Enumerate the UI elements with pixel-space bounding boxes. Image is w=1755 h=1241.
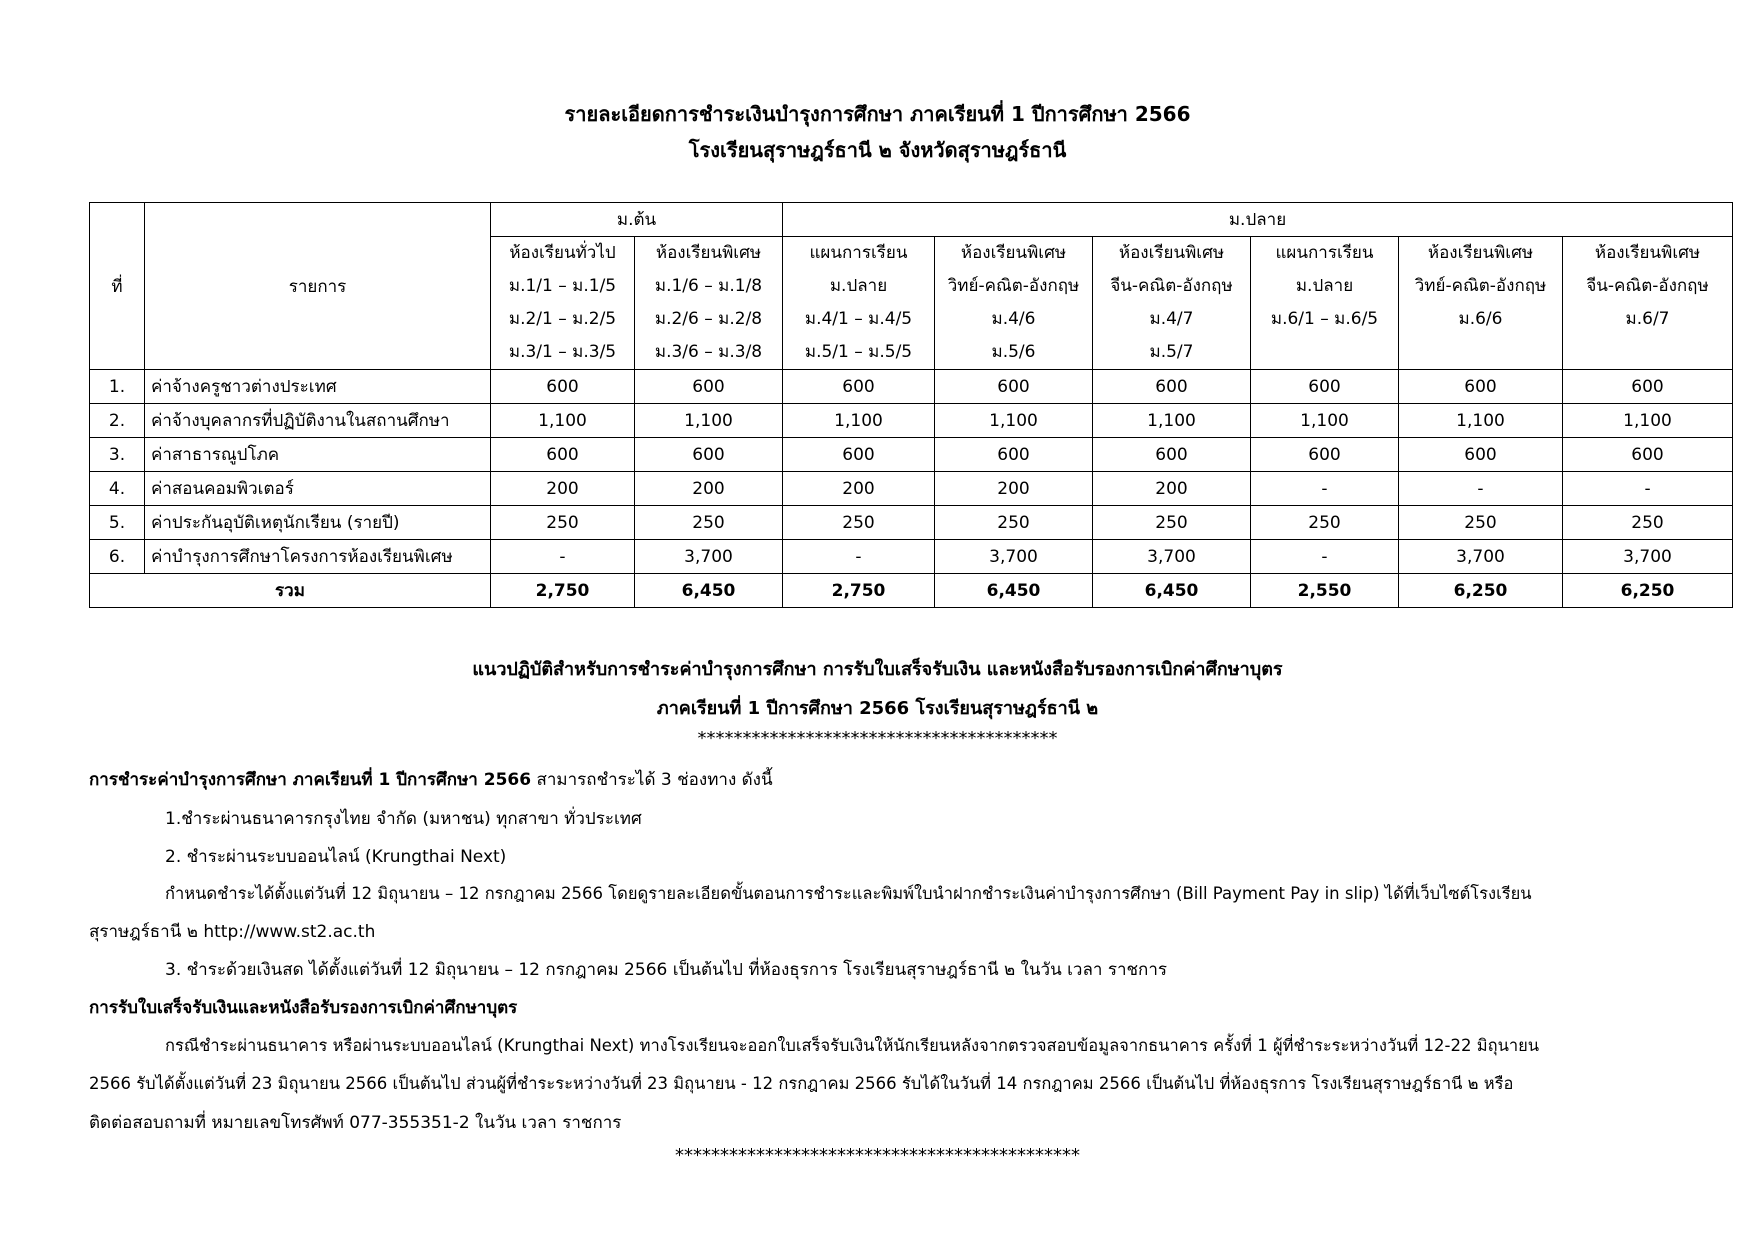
fee-cell: 600	[1399, 370, 1563, 404]
column-header-line: ม.ปลาย	[829, 276, 888, 296]
column-header-line: ม.1/6 – ม.1/8	[654, 276, 763, 296]
document-title-line2: โรงเรียนสุราษฎร์ธานี ๒ จังหวัดสุราษฎร์ธานี	[688, 138, 1067, 162]
row-item: ค่าสอนคอมพิวเตอร์	[145, 472, 491, 506]
column-header-3	[783, 237, 935, 370]
column-header-line: ห้องเรียนพิเศษ	[960, 243, 1067, 263]
fee-cell: 600	[935, 438, 1093, 472]
column-header-2	[635, 237, 783, 370]
fee-cell: -	[491, 540, 635, 574]
payment-option-3: 3. ชำระด้วยเงินสด ได้ตั้งแต่วันที่ 12 มิถุนายน – 12 กรกฎาคม 2566 เป็นต้นไป ที่ห้องธุรการ โรงเรียนสุราษฎร์ธานี ๒ ในวัน เวลา ราชการ	[165, 960, 1168, 980]
fee-cell: 1,100	[635, 404, 783, 438]
column-header-line: ม.6/1 – ม.6/5	[1270, 309, 1379, 329]
fee-cell: 600	[1399, 438, 1563, 472]
fee-cell: 1,100	[1399, 404, 1563, 438]
table-row	[90, 370, 1733, 404]
fee-cell: 1,100	[935, 404, 1093, 438]
table-row	[90, 540, 1733, 574]
column-header-line: ม.4/1 – ม.4/5	[804, 309, 913, 329]
column-header-line: แผนการเรียน	[809, 243, 908, 263]
total-label: รวม	[90, 574, 491, 608]
fee-cell: 600	[635, 438, 783, 472]
receipt-paragraph-line3: ติดต่อสอบถามที่ หมายเลขโทรศัพท์ 077-355351-2 ในวัน เวลา ราชการ	[89, 1113, 622, 1133]
fee-cell: 600	[1093, 438, 1251, 472]
row-number: 6.	[90, 540, 145, 574]
column-header-line: ม.5/7	[1149, 342, 1194, 362]
fee-cell: 3,700	[635, 540, 783, 574]
row-number: 3.	[90, 438, 145, 472]
column-header-line: ม.5/1 – ม.5/5	[804, 342, 913, 362]
fee-cell: 600	[1251, 370, 1399, 404]
fee-cell: 200	[783, 472, 935, 506]
table-row	[90, 506, 1733, 540]
column-header-line: จีน-คณิต-อังกฤษ	[1110, 276, 1233, 296]
column-header-line: วิทย์-คณิต-อังกฤษ	[947, 276, 1080, 296]
fee-cell: 3,700	[935, 540, 1093, 574]
fee-cell: 1,100	[1251, 404, 1399, 438]
fee-cell: 600	[783, 370, 935, 404]
fee-cell: 250	[635, 506, 783, 540]
fee-cell: 250	[491, 506, 635, 540]
payment-heading-bold: การชำระค่าบำรุงการศึกษา ภาคเรียนที่ 1 ปีการศึกษา 2566	[89, 770, 532, 790]
receipt-paragraph-line1: กรณีชำระผ่านธนาคาร หรือผ่านระบบออนไลน์ (Krungthai Next) ทางโรงเรียนจะออกใบเสร็จรับเงินให้นักเรียนหลังจากตรวจสอบข้อมูลจากธนาคาร ครั้งที่ 1 ผู้ที่ชำระระหว่างวันที่ 12-22 มิถุนายน	[165, 1036, 1540, 1055]
payment-option-2: 2. ชำระผ่านระบบออนไลน์ (Krungthai Next)	[165, 847, 507, 867]
fee-cell: 1,100	[1563, 404, 1733, 438]
column-header-line: ม.5/6	[991, 342, 1036, 362]
total-cell: 6,450	[1093, 574, 1251, 608]
column-header-line: ม.6/7	[1625, 309, 1670, 329]
row-item: ค่าบำรุงการศึกษาโครงการห้องเรียนพิเศษ	[145, 540, 491, 574]
row-number: 5.	[90, 506, 145, 540]
column-header-line	[1405, 336, 1556, 369]
total-cell: 6,450	[635, 574, 783, 608]
fee-cell: -	[1563, 472, 1733, 506]
column-header-line: ม.2/6 – ม.2/8	[654, 309, 763, 329]
header-group-lower: ม.ต้น	[491, 203, 783, 237]
fee-cell: 600	[1563, 370, 1733, 404]
column-header-line: ห้องเรียนพิเศษ	[1594, 243, 1701, 263]
column-header-line: ห้องเรียนพิเศษ	[1427, 243, 1534, 263]
row-item: ค่าประกันอุบัติเหตุนักเรียน (รายปี)	[145, 506, 491, 540]
fee-cell: -	[1251, 472, 1399, 506]
fee-cell: 250	[935, 506, 1093, 540]
receipt-paragraph-line2: 2566 รับได้ตั้งแต่วันที่ 23 มิถุนายน 2566 เป็นต้นไป ส่วนผู้ที่ชำระระหว่างวันที่ 23 มิถุนายน - 12 กรกฎาคม 2566 รับได้ในวันที่ 14 กรกฎาคม 2566 เป็นต้นไป ที่ห้องธุรการ โรงเรียนสุราษฎร์ธานี ๒ หรือ	[89, 1074, 1514, 1093]
separator-stars-end: *********************************************	[675, 1145, 1080, 1166]
total-cell: 6,450	[935, 574, 1093, 608]
header-item: รายการ	[145, 203, 491, 370]
fee-cell: -	[783, 540, 935, 574]
total-cell: 2,750	[491, 574, 635, 608]
document-title-line1: รายละเอียดการชำระเงินบำรุงการศึกษา ภาคเรียนที่ 1 ปีการศึกษา 2566	[564, 102, 1191, 126]
column-header-line: ม.ปลาย	[1295, 276, 1354, 296]
column-header-line: ม.2/1 – ม.2/5	[508, 309, 617, 329]
total-row	[90, 574, 1733, 608]
fee-cell: 3,700	[1399, 540, 1563, 574]
fee-cell: -	[1251, 540, 1399, 574]
column-header-6	[1251, 237, 1399, 370]
column-header-line: ห้องเรียนพิเศษ	[655, 243, 762, 263]
fee-cell: 3,700	[1093, 540, 1251, 574]
column-header-line: ห้องเรียนทั่วไป	[509, 243, 616, 263]
column-header-line: ม.3/6 – ม.3/8	[654, 342, 763, 362]
column-header-line: ห้องเรียนพิเศษ	[1118, 243, 1225, 263]
table-row	[90, 404, 1733, 438]
column-header-line	[1257, 336, 1392, 369]
fee-cell: 600	[783, 438, 935, 472]
fee-cell: 250	[783, 506, 935, 540]
fee-cell: 200	[635, 472, 783, 506]
row-item: ค่าจ้างครูชาวต่างประเทศ	[145, 370, 491, 404]
total-cell: 2,550	[1251, 574, 1399, 608]
column-header-line: วิทย์-คณิต-อังกฤษ	[1414, 276, 1547, 296]
payment-option-1: 1.ชำระผ่านธนาคารกรุงไทย จำกัด (มหาชน) ทุกสาขา ทั่วประเทศ	[165, 809, 642, 829]
column-header-line: ม.4/7	[1149, 309, 1194, 329]
fee-cell: 200	[491, 472, 635, 506]
column-header-4	[935, 237, 1093, 370]
row-item: ค่าจ้างบุคลากรที่ปฏิบัติงานในสถานศึกษา	[145, 404, 491, 438]
column-header-line	[1569, 336, 1726, 369]
total-cell: 2,750	[783, 574, 935, 608]
fee-cell: 1,100	[783, 404, 935, 438]
guide-title-line2: ภาคเรียนที่ 1 ปีการศึกษา 2566 โรงเรียนสุราษฎร์ธานี ๒	[656, 698, 1099, 719]
header-no: ที่	[90, 203, 145, 370]
fee-cell: -	[1399, 472, 1563, 506]
fee-cell: 600	[1251, 438, 1399, 472]
fee-cell: 200	[1093, 472, 1251, 506]
column-header-line: ม.3/1 – ม.3/5	[508, 342, 617, 362]
fee-cell: 200	[935, 472, 1093, 506]
fee-cell: 600	[1563, 438, 1733, 472]
fee-cell: 250	[1251, 506, 1399, 540]
payment-heading-rest: สามารถชำระได้ 3 ช่องทาง ดังนี้	[531, 770, 773, 790]
column-header-line: ม.4/6	[991, 309, 1036, 329]
fee-cell: 3,700	[1563, 540, 1733, 574]
row-number: 2.	[90, 404, 145, 438]
column-header-8	[1563, 237, 1733, 370]
payment-heading	[89, 766, 773, 793]
guide-title-line1: แนวปฏิบัติสำหรับการชำระค่าบำรุงการศึกษา การรับใบเสร็จรับเงิน และหนังสือรับรองการเบิกค่าศึกษาบุตร	[472, 659, 1283, 680]
row-number: 4.	[90, 472, 145, 506]
table-row	[90, 472, 1733, 506]
column-header-1	[491, 237, 635, 370]
separator-stars: ****************************************	[697, 728, 1058, 749]
column-header-5	[1093, 237, 1251, 370]
column-header-line: จีน-คณิต-อังกฤษ	[1586, 276, 1709, 296]
fee-cell: 250	[1563, 506, 1733, 540]
column-header-7	[1399, 237, 1563, 370]
payment-option-2-website: สุราษฎร์ธานี ๒ http://www.st2.ac.th	[89, 922, 376, 942]
fee-cell: 250	[1399, 506, 1563, 540]
column-header-line: แผนการเรียน	[1275, 243, 1374, 263]
fee-cell: 1,100	[491, 404, 635, 438]
total-cell: 6,250	[1399, 574, 1563, 608]
fee-cell: 250	[1093, 506, 1251, 540]
fee-cell: 600	[1093, 370, 1251, 404]
header-group-upper: ม.ปลาย	[783, 203, 1733, 237]
row-item: ค่าสาธารณูปโภค	[145, 438, 491, 472]
table-row	[90, 438, 1733, 472]
receipt-heading: การรับใบเสร็จรับเงินและหนังสือรับรองการเบิกค่าศึกษาบุตร	[89, 998, 518, 1018]
column-header-line: ม.1/1 – ม.1/5	[508, 276, 617, 296]
row-number: 1.	[90, 370, 145, 404]
fee-table	[89, 202, 1733, 608]
fee-cell: 600	[491, 370, 635, 404]
fee-cell: 600	[935, 370, 1093, 404]
fee-cell: 1,100	[1093, 404, 1251, 438]
column-header-line: ม.6/6	[1458, 309, 1503, 329]
total-cell: 6,250	[1563, 574, 1733, 608]
payment-option-2-detail: กำหนดชำระได้ตั้งแต่วันที่ 12 มิถุนายน – 12 กรกฎาคม 2566 โดยดูรายละเอียดขั้นตอนการชำระและพิมพ์ใบนำฝากชำระเงินค่าบำรุงการศึกษา (Bill Payment Pay in slip) ได้ที่เว็บไซต์โรงเรียน	[165, 884, 1532, 903]
fee-cell: 600	[491, 438, 635, 472]
fee-cell: 600	[635, 370, 783, 404]
